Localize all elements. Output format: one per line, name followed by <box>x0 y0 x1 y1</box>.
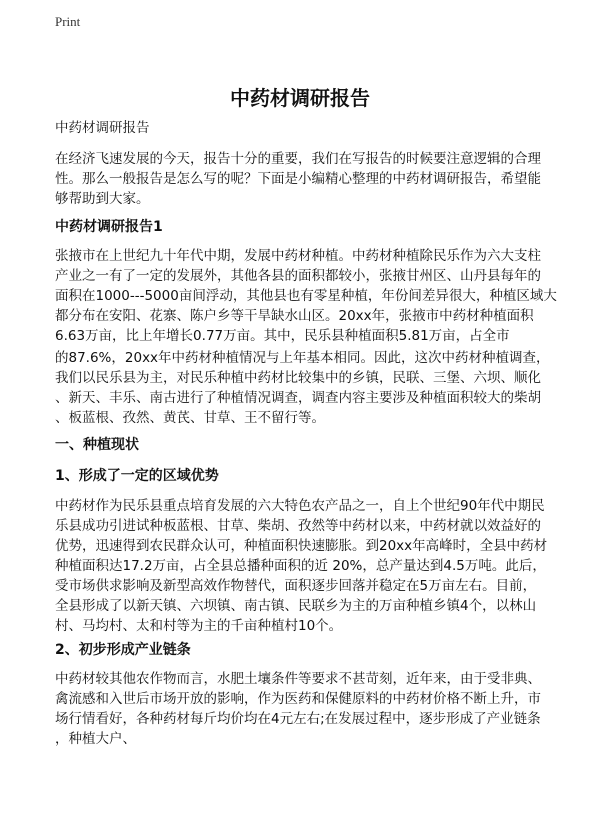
intro-paragraph <box>55 149 541 209</box>
page-title: 中药材调研报告 <box>230 86 370 110</box>
paragraph-2 <box>55 348 550 428</box>
text-line: ，种植大户、 <box>55 731 136 747</box>
paragraph-1 <box>55 246 557 346</box>
paragraph-4 <box>55 669 541 749</box>
text-line: 优势，迅速得到农民群众认可，种植面积快速膨胀。到20xx年高峰时，全县中药材 <box>55 538 548 554</box>
text-line: 村、马均村、太和村等为主的千亩种植村10个。 <box>55 618 343 634</box>
text-line: 、新天、丰乐、南古进行了种植情况调查，调查内容主要涉及种植面积较大的柴胡 <box>55 390 541 406</box>
text-line: 6.63万亩，比上年增长0.77万亩。其中，民乐县种植面积5.81万亩，占全市 <box>55 328 510 344</box>
text-line: 面积在1000---5000亩间浮动，其他县也有零星种植，年份间差异很大，种植区域大 <box>55 288 557 304</box>
text-line: 我们以民乐县为主，对民乐种植中药材比较集中的乡镇，民联、三堡、六坝、顺化 <box>55 370 541 386</box>
text-line: 中药材作为民乐县重点培育发展的六大特色农产品之一，自上个世纪90年代中期民 <box>55 498 545 514</box>
text-line: 禽流感和入世后市场开放的影响，作为医药和保健原料的中药材价格不断上升，市 <box>55 691 541 707</box>
print-link[interactable]: Print <box>55 14 81 29</box>
text-line: 中药材较其他农作物而言，水肥土壤条件等要求不甚苛刻，近年来，由于受非典、 <box>55 671 541 687</box>
paragraph-3 <box>55 496 547 636</box>
text-line: 乐县成功引进试种板蓝根、甘草、柴胡、孜然等中药材以来，中药材就以效益好的 <box>55 518 541 534</box>
text-line: 在经济飞速发展的今天，报告十分的重要，我们在写报告的时候要注意逻辑的合理 <box>55 151 541 167</box>
text-line: 都分布在安阳、花寨、陈户乡等干旱缺水山区。20xx年，张掖市中药材种植面积 <box>55 308 534 324</box>
heading-sub1: 1、形成了一定的区域优势 <box>55 468 219 484</box>
text-line: 张掖市在上世纪九十年代中期，发展中药材种植。中药材种植除民乐作为六大支柱 <box>55 248 541 264</box>
heading-sub2: 2、初步形成产业链条 <box>55 642 191 658</box>
subtitle: 中药材调研报告 <box>55 120 150 136</box>
text-line: 的87.6%，20xx年中药材种植情况与上年基本相同。因此，这次中药材种植调查， <box>55 350 550 366</box>
text-line: 够帮助到大家。 <box>55 191 150 207</box>
text-line: 产业之一有了一定的发展外，其他各县的面积都较小，张掖甘州区、山丹县每年的 <box>55 268 541 284</box>
heading-section1: 一、种植现状 <box>55 437 139 453</box>
heading-report1: 中药材调研报告1 <box>55 219 163 235</box>
text-line: 全县形成了以新天镇、六坝镇、南古镇、民联乡为主的万亩种植乡镇4个，以林山 <box>55 598 537 614</box>
text-line: 种植面积达17.2万亩，占全县总播种面积的近 20%，总产量达到4.5万吨。此后， <box>55 558 546 574</box>
text-line: 性。那么一般报告是怎么写的呢？下面是小编精心整理的中药材调研报告，希望能 <box>55 171 541 187</box>
text-line: 场行情看好，各种药材每斤均价均在4元左右;在发展过程中，逐步形成了产业链条 <box>55 711 541 727</box>
text-line: 受市场供求影响及新型高效作物替代，面积逐步回落并稳定在5万亩左右。目前， <box>55 578 537 594</box>
text-line: 、板蓝根、孜然、黄芪、甘草、王不留行等。 <box>55 410 325 426</box>
